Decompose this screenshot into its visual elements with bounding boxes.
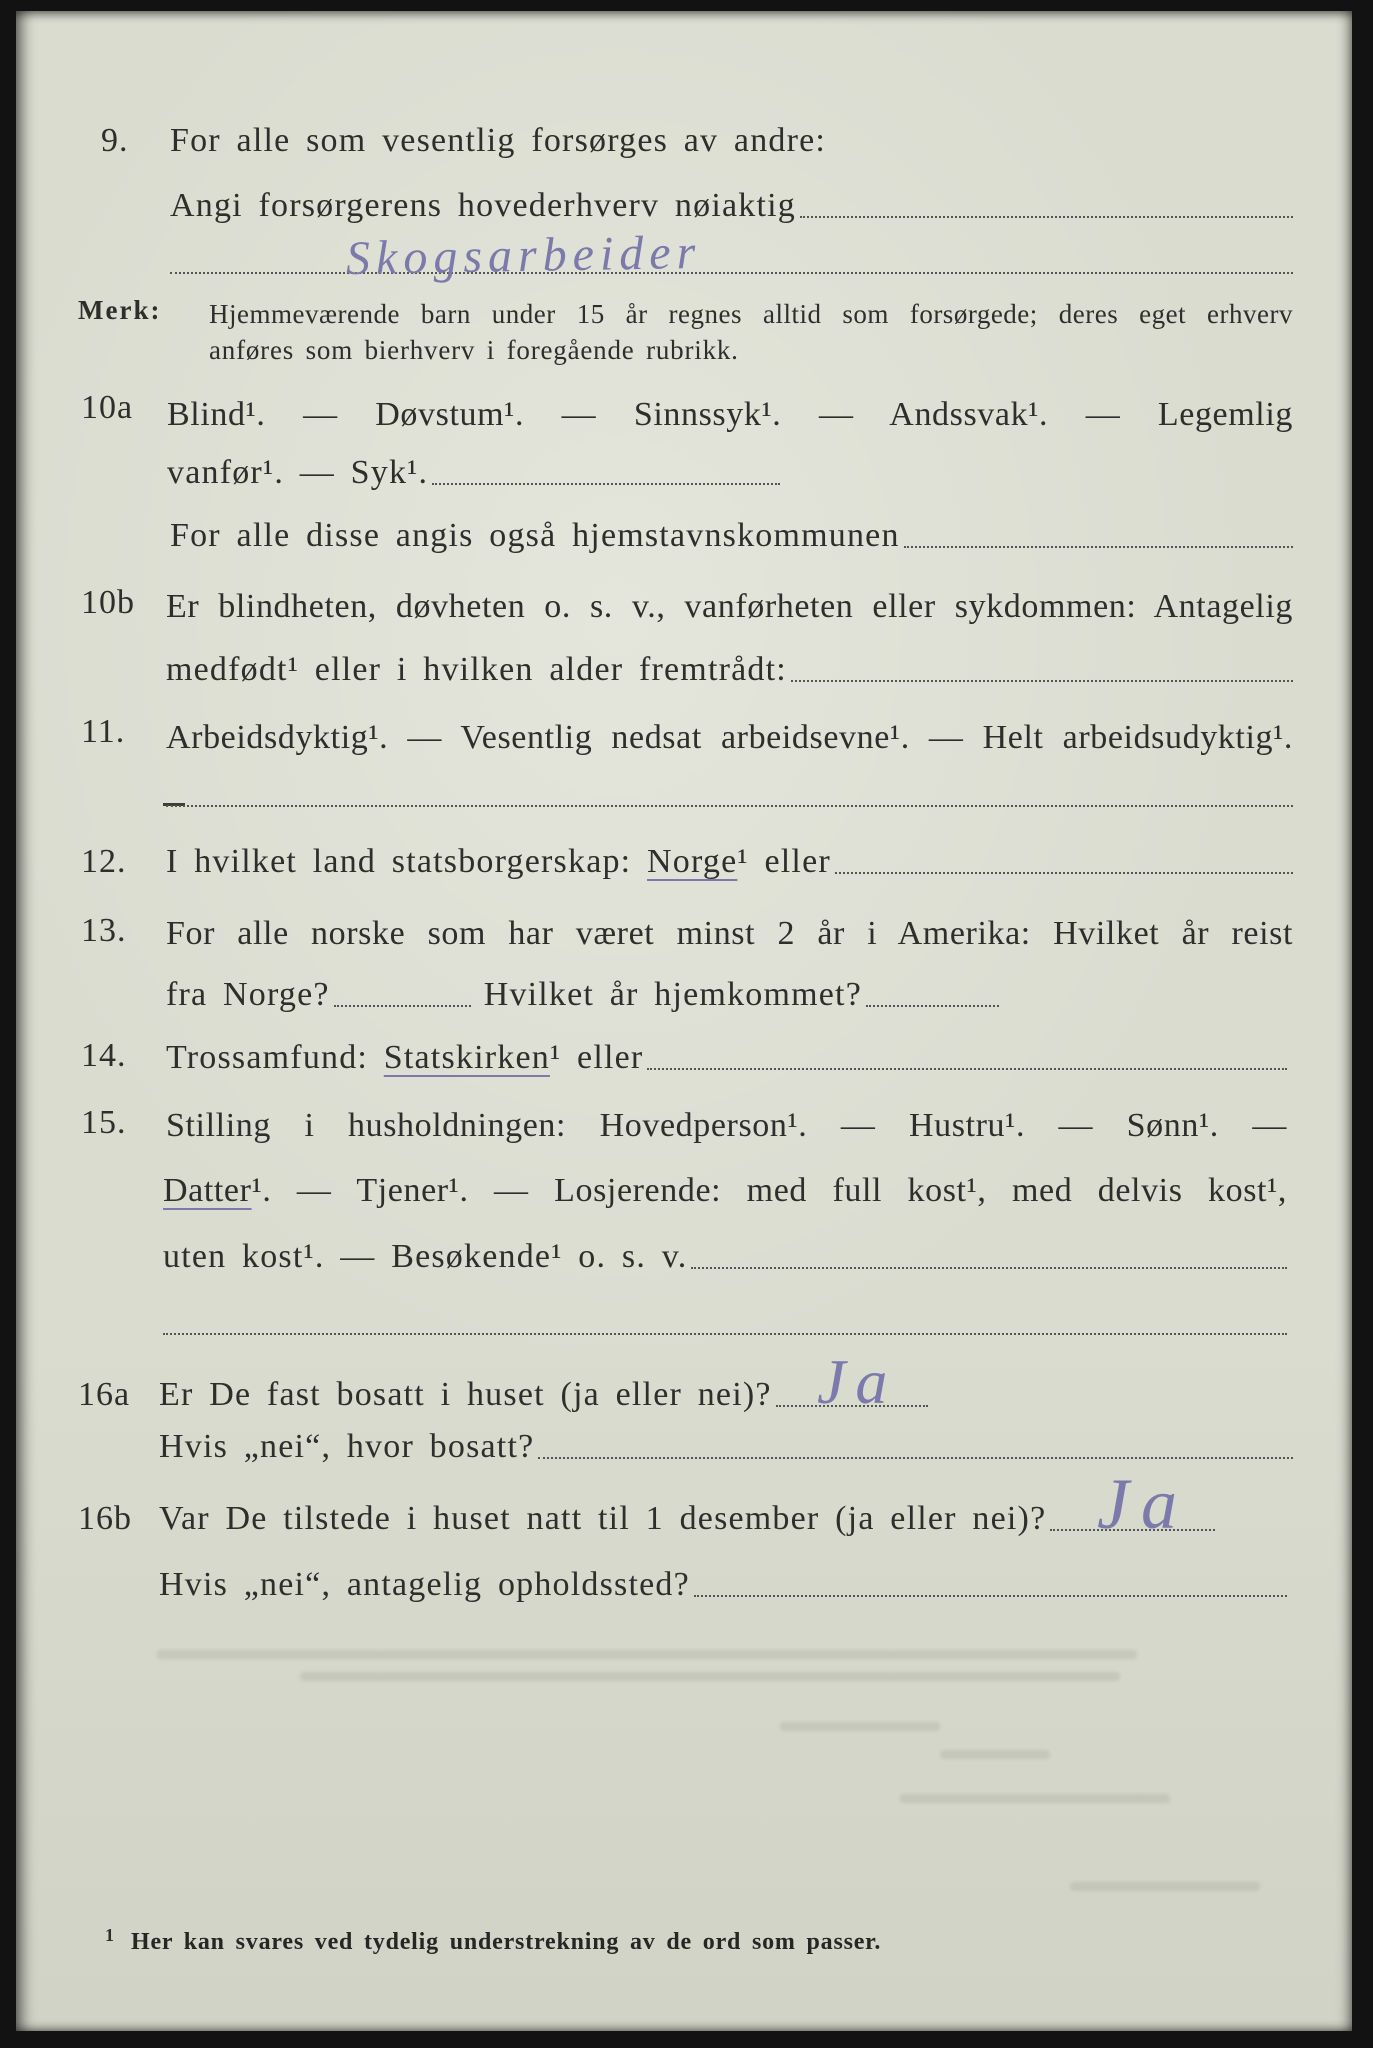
question-10a-options: vanfør¹. — Syk¹. — [167, 454, 429, 491]
dotted-answer-line — [866, 1005, 999, 1007]
question-10b-line-2 — [166, 647, 1293, 693]
question-number: 10b — [81, 584, 135, 621]
question-number: 13. — [81, 912, 127, 949]
dotted-answer-line — [163, 1333, 1287, 1335]
bleed-through-shadow — [157, 1650, 1137, 1659]
dotted-answer-line — [694, 1595, 1287, 1597]
question-16a-prompt: Er De fast bosatt i huset (ja eller nei)? — [159, 1376, 772, 1413]
question-13-right-prompt: Hvilket år hjemkommet? — [483, 976, 862, 1013]
question-14-line — [166, 1035, 1287, 1081]
question-number: 15. — [81, 1104, 127, 1141]
question-16a-followup: Hvis „nei“, hvor bosatt? — [159, 1428, 535, 1465]
question-9-line-1: For alle som vesentlig forsørges av andre: — [170, 122, 827, 159]
question-number: 10a — [81, 389, 134, 426]
question-9-prompt: Angi forsørgerens hovederhverv nøiaktig — [170, 187, 796, 224]
dotted-answer-line — [791, 680, 1293, 682]
note-label: Merk: — [78, 295, 162, 325]
bleed-through-shadow — [940, 1750, 1050, 1759]
question-number: 12. — [81, 843, 127, 880]
question-16a-line-1 — [159, 1372, 928, 1418]
footnote-mark: 1 — [105, 1925, 114, 1945]
question-13-line-2 — [166, 972, 999, 1018]
question-12-text: ¹ eller — [737, 843, 831, 880]
question-14-text: ¹ eller — [549, 1039, 644, 1076]
question-15-options: uten kost¹. — Besøkende¹ o. s. v. — [163, 1238, 688, 1275]
question-number: 9. — [101, 122, 129, 159]
handwritten-answer: Skogsarbeider — [345, 225, 702, 286]
dotted-answer-line — [538, 1457, 1293, 1459]
question-13-left-prompt: fra Norge? — [166, 976, 330, 1013]
dotted-answer-line — [904, 546, 1293, 548]
bleed-through-shadow — [300, 1672, 1120, 1681]
underlined-answer: Norge — [647, 843, 738, 880]
question-16b-line-2 — [159, 1562, 1287, 1608]
question-16b-followup: Hvis „nei“, antagelig opholdssted? — [159, 1566, 690, 1603]
question-10b-prompt: medfødt¹ eller i hvilken alder fremtrådt: — [166, 651, 787, 688]
note-line-1: Hjemmeværende barn under 15 år regnes alltid som forsørgede; deres eget erhverv — [209, 299, 1293, 329]
underlined-answer: Datter — [163, 1172, 252, 1209]
question-10a-prompt: For alle disse angis også hjemstavnskommunen — [170, 517, 900, 554]
question-number: 16b — [78, 1500, 132, 1537]
underlined-answer: Statskirken — [383, 1039, 550, 1076]
dotted-answer-line — [691, 1267, 1287, 1269]
dotted-answer-line — [800, 216, 1293, 218]
question-10a-line-1: Blind¹. — Døvstum¹. — Sinnssyk¹. — Andssvak¹. — Legemlig — [167, 396, 1293, 433]
question-12-prompt — [166, 839, 831, 885]
dotted-answer-line — [432, 483, 780, 485]
question-15-line-1: Stilling i husholdningen: Hovedperson¹. — Hustru¹. — Sønn¹. — — [166, 1107, 1287, 1144]
dotted-answer-line — [166, 805, 1293, 807]
question-12-line — [166, 839, 1293, 885]
dotted-answer-line — [334, 1005, 471, 1007]
question-15-line-3 — [163, 1234, 1287, 1280]
question-15-options: ¹. — Tjener¹. — Losjerende: med full kost¹, med delvis kost¹, — [251, 1172, 1287, 1209]
note-line-2: anføres som bierhverv i foregående rubrikk. — [209, 335, 739, 365]
question-16b-prompt: Var De tilstede i huset natt til 1 desember (ja eller nei)? — [159, 1500, 1047, 1537]
question-11-line-1: Arbeidsdyktig¹. — Vesentlig nedsat arbeidsevne¹. — Helt arbeidsudyktig¹. — [166, 719, 1293, 756]
question-13-line-1: For alle norske som har været minst 2 år i Amerika: Hvilket år reist — [166, 915, 1293, 952]
handwritten-answer: Ja — [817, 1346, 898, 1417]
question-10b-line-1: Er blindheten, døvheten o. s. v., vanførheten eller sykdommen: Antagelig — [166, 588, 1293, 625]
question-12-text: I hvilket land statsborgerskap: — [166, 843, 648, 880]
footnote-text: Her kan svares ved tydelig understrekning av de ord som passer. — [131, 1929, 882, 1955]
question-14-text: Trossamfund: — [166, 1039, 384, 1076]
bleed-through-shadow — [900, 1794, 1170, 1803]
question-16b-line-1 — [159, 1496, 1215, 1542]
bleed-through-shadow — [780, 1722, 940, 1731]
question-number: 11. — [81, 713, 126, 750]
dotted-answer-line — [835, 872, 1293, 874]
question-15-line-2 — [163, 1168, 1287, 1214]
question-number: 14. — [81, 1037, 127, 1074]
question-9-line-2 — [170, 183, 1293, 229]
bleed-through-shadow — [1070, 1882, 1260, 1891]
question-10a-line-3 — [170, 513, 1293, 559]
dotted-answer-line — [170, 272, 1293, 274]
dotted-answer-line — [647, 1068, 1287, 1070]
question-number: 16a — [78, 1376, 131, 1413]
question-14-prompt — [166, 1035, 643, 1081]
question-10a-line-2 — [167, 450, 780, 496]
handwritten-answer: Ja — [1097, 1464, 1189, 1544]
